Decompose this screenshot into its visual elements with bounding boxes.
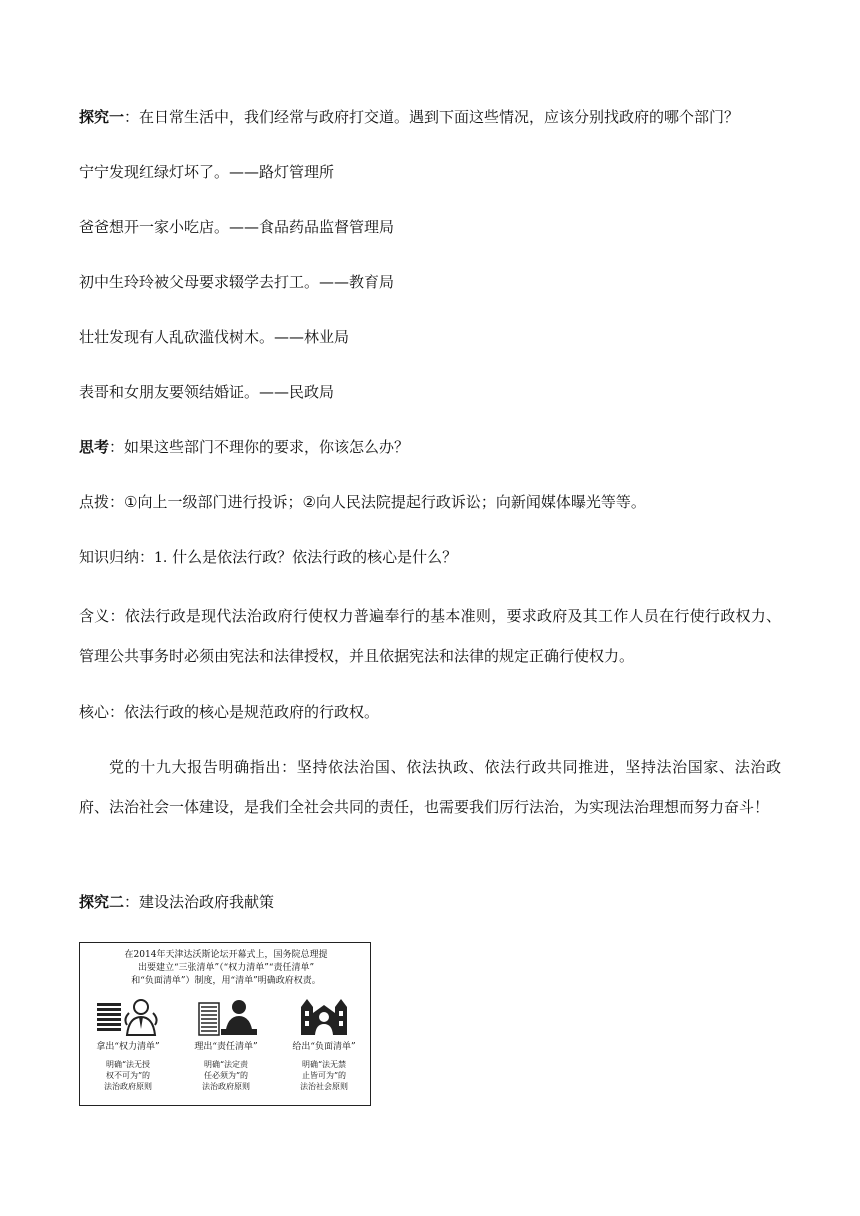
case-line: 宁宁发现红绿灯坏了。——路灯管理所 xyxy=(79,163,335,181)
summary-prefix: 知识归纳： xyxy=(79,548,155,566)
explore1-label: 探究一 xyxy=(79,108,125,126)
meaning-paragraph: 含义：依法行政是现代法治政府行使权力普遍奉行的基本准则，要求政府及其工作人员在行使行政权力、管理公共事务时必须由宪法和法律授权，并且依据宪法和法律的规定正确行使权力。 xyxy=(79,607,781,665)
explore2-text: ：建设法治政府我献策 xyxy=(124,893,275,911)
explore1-text: ：在日常生活中，我们经常与政府打交道。遇到下面这些情况，应该分别找政府的哪个部门？ xyxy=(124,108,740,126)
figure-description: 明确“法定责 任必须为”的 法治政府原则 xyxy=(202,1060,250,1091)
case-line: 壮壮发现有人乱砍滥伐树木。——林业局 xyxy=(79,328,350,346)
summary-paragraph xyxy=(79,547,457,568)
explore2-label: 探究二 xyxy=(79,893,125,911)
summary-number: 1. xyxy=(154,550,168,566)
figure-description: 明确“法无禁 止皆可为”的 法治社会原则 xyxy=(300,1060,348,1091)
negative-list-icon xyxy=(289,995,359,1037)
core-paragraph: 核心：依法行政的核心是规范政府的行政权。 xyxy=(79,703,380,721)
case-line: 爸爸想开一家小吃店。——食品药品监督管理局 xyxy=(79,218,395,236)
explore2-paragraph xyxy=(79,892,274,912)
figure-column-responsibility xyxy=(178,995,274,1092)
power-list-icon xyxy=(93,995,163,1037)
explore1-paragraph xyxy=(79,107,739,127)
responsibility-list-icon xyxy=(191,995,261,1037)
think-text: ：如果这些部门不理你的要求，你该怎么办？ xyxy=(109,438,410,456)
party-paragraph: 党的十九大报告明确指出：坚持依法治国、依法执政、依法行政共同推进，坚持法治国家、法治政府、法治社会一体建设，是我们全社会共同的责任，也需要我们厉行法治，为实现法治理想而努力奋斗！ xyxy=(79,758,781,816)
figure-label: 拿出“权力清单” xyxy=(96,1042,160,1052)
think-label: 思考 xyxy=(79,438,110,456)
think-paragraph xyxy=(79,437,409,457)
summary-text: 什么是依法行政？依法行政的核心是什么？ xyxy=(167,548,458,566)
figure-column-negative xyxy=(276,995,372,1092)
case-line: 初中生玲玲被父母要求辍学去打工。——教育局 xyxy=(79,273,395,291)
figure-description: 明确“法无授 权不可为”的 法治政府原则 xyxy=(104,1060,152,1091)
hint-paragraph: 点拨：①向上一级部门进行投诉；②向人民法院提起行政诉讼；向新闻媒体曝光等等。 xyxy=(79,493,646,511)
three-lists-figure xyxy=(79,942,371,1106)
figure-intro: 在2014年天津达沃斯论坛开幕式上，国务院总理提 出要建立“三张清单”（“权力清单”“责任清单” 和“负面清单”）制度，用“清单”明确政府权责。 xyxy=(124,950,328,986)
figure-label: 给出“负面清单” xyxy=(292,1042,356,1052)
figure-column-power xyxy=(80,995,176,1092)
case-line: 表哥和女朋友要领结婚证。——民政局 xyxy=(79,383,335,401)
figure-label: 理出“责任清单” xyxy=(194,1042,258,1052)
